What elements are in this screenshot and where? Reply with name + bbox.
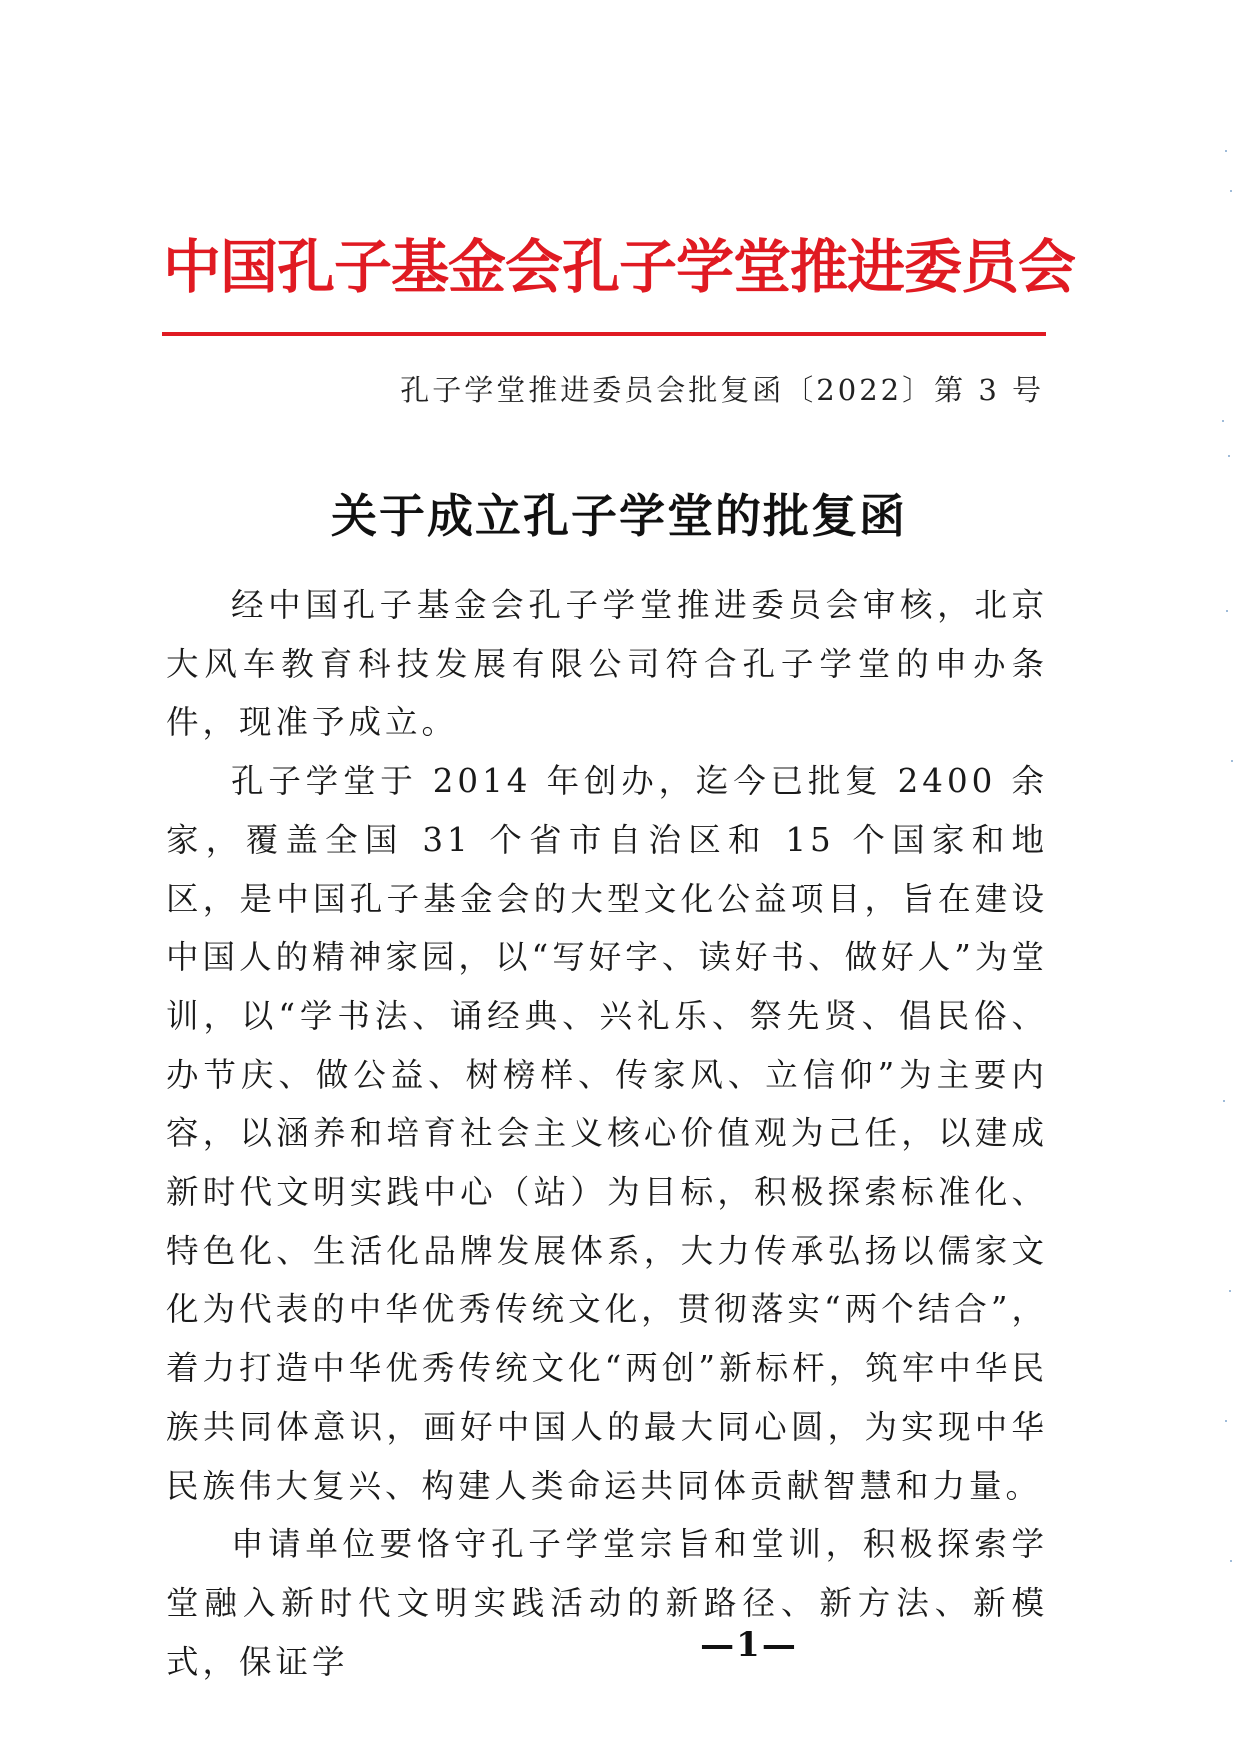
organization-header: 中国孔子基金会孔子学堂推进委员会	[162, 233, 1075, 301]
body-paragraph: 孔子学堂于 2014 年创办，迄今已批复 2400 余家，覆盖全国 31 个省市自治区和 15 个国家和地区，是中国孔子基金会的大型文化公益项目，旨在建设中国人的精神家园，以“写好字、读好书、做好人”为堂训，以“学书法、诵经典、兴礼乐、祭先贤、倡民俗、办节庆、做公益、树榜样、传家风、立信仰”为主要内容，以涵养和培育社会主义核心价值观为己任，以建成新时代文明实践中心（站）为目标，积极探索标准化、特色化、生活化品牌发展体系，大力传承弘扬以儒家文化为代表的中华优秀传统文化，贯彻落实“两个结合”，着力打造中华优秀传统文化“两创”新标杆，筑牢中华民族共同体意识，画好中国人的最大同心圆，为实现中华民族伟大复兴、构建人类命运共同体贡献智慧和力量。	[166, 762, 1048, 1505]
document-body	[166, 576, 1048, 1691]
header-red-rule	[162, 332, 1046, 336]
body-paragraph: 申请单位要恪守孔子学堂宗旨和堂训，积极探索学堂融入新时代文明实践活动的新路径、新方法、新模式，保证学	[166, 1525, 1048, 1681]
document-number: 孔子学堂推进委员会批复函〔2022〕第 3 号	[400, 373, 1044, 407]
document-title: 关于成立孔子学堂的批复函	[331, 489, 907, 543]
page-number: —1—	[700, 1625, 798, 1665]
body-paragraph: 经中国孔子基金会孔子学堂推进委员会审核，北京大风车教育科技发展有限公司符合孔子学堂的申办条件，现准予成立。	[166, 586, 1048, 742]
